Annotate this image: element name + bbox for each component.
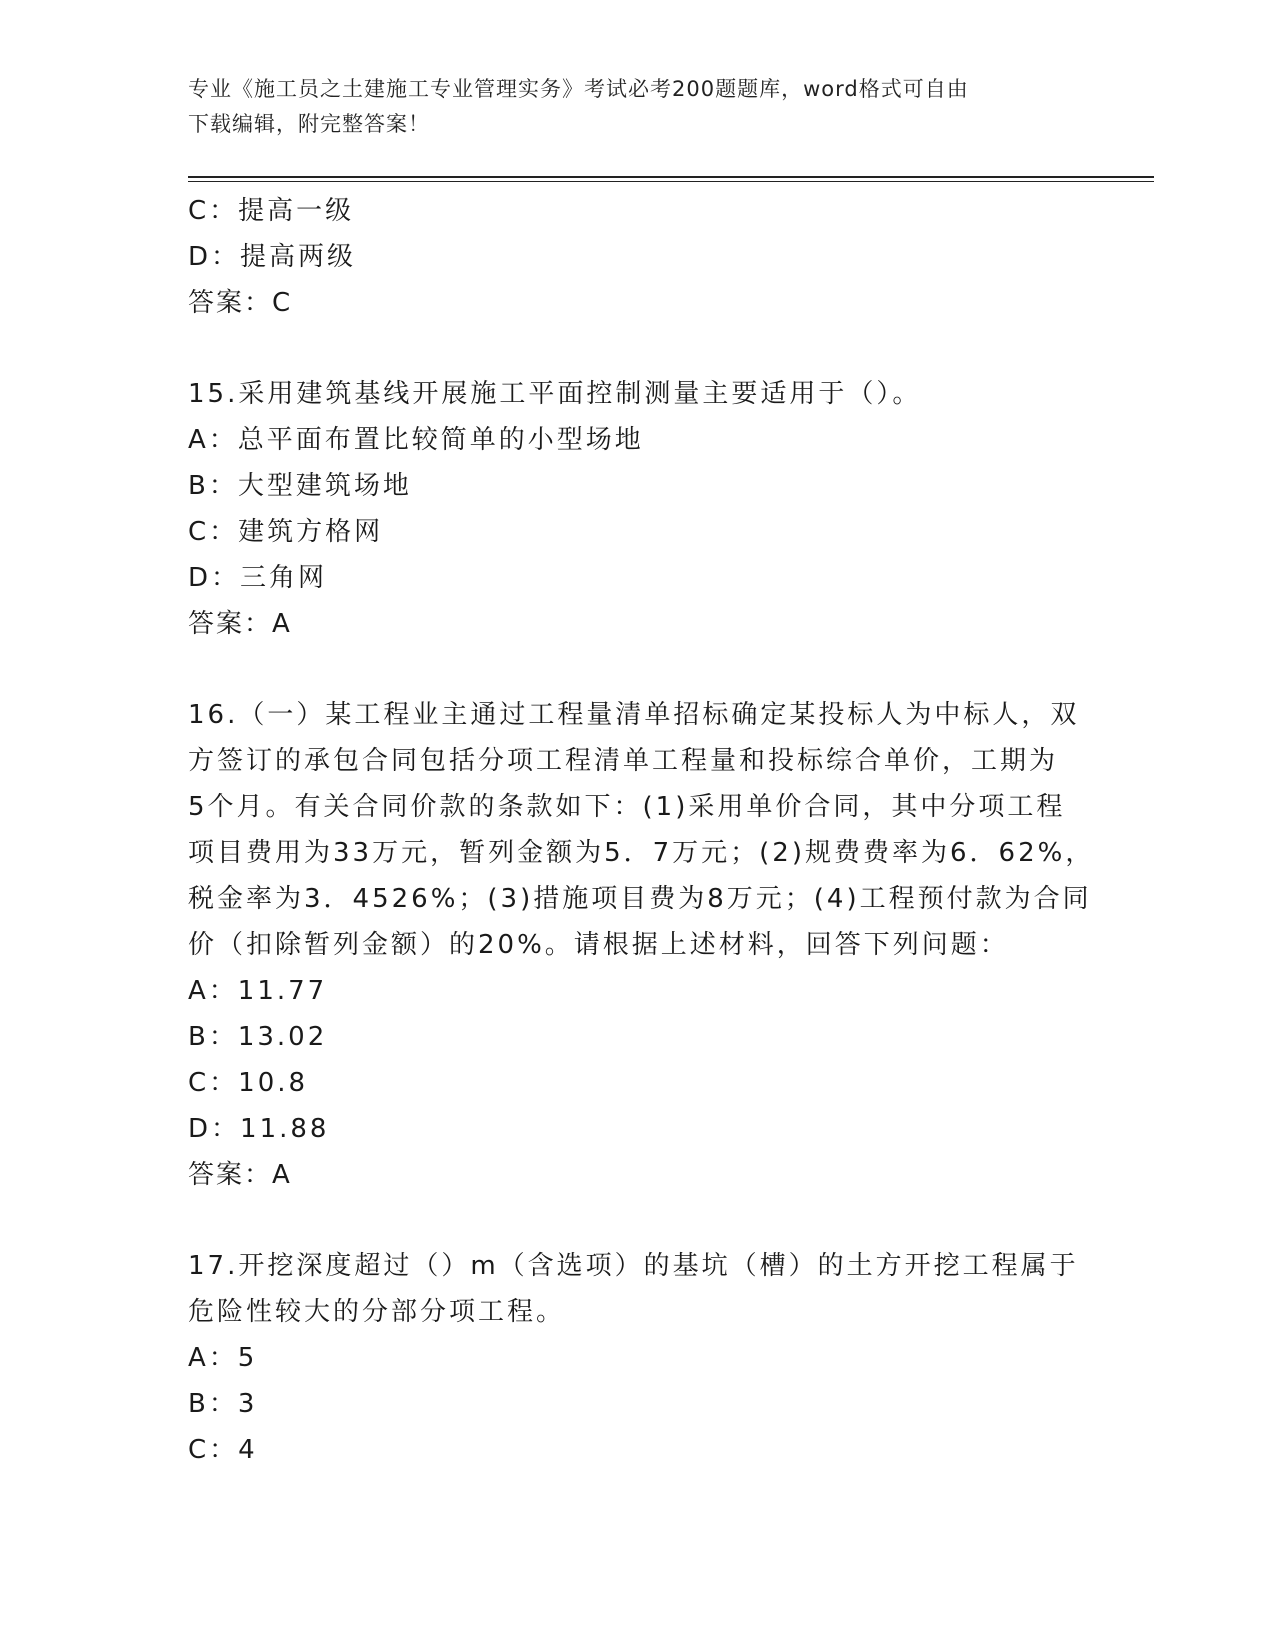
question-line: 方签订的承包合同包括分项工程清单工程量和投标综合单价，工期为	[188, 746, 1059, 776]
option-c: C：10.8	[188, 1068, 309, 1098]
question-block-15	[188, 371, 1088, 647]
question-line: 价（扣除暂列金额）的20%。请根据上述材料，回答下列问题：	[188, 930, 1009, 960]
question-line: 项目费用为33万元，暂列金额为5．7万元；(2)规费费率为6．62%，	[188, 838, 1095, 868]
spacer	[188, 647, 1088, 692]
question-text	[188, 1243, 1088, 1335]
option-c: C：4	[188, 1435, 258, 1465]
spacer	[188, 326, 1088, 371]
option-d: D：三角网	[188, 563, 328, 593]
question-block-14	[188, 188, 1088, 326]
document-header	[188, 72, 1088, 142]
question-line: 税金率为3．4526%；(3)措施项目费为8万元；(4)工程预付款为合同	[188, 884, 1092, 914]
answer-line: 答案：A	[188, 609, 292, 639]
spacer	[188, 1198, 1088, 1243]
header-line-1: 专业《施工员之土建施工专业管理实务》考试必考200题题库，word格式可自由	[188, 77, 969, 101]
option-d: D：11.88	[188, 1114, 330, 1144]
option-a: A：11.77	[188, 976, 328, 1006]
question-line: 15.采用建筑基线开展施工平面控制测量主要适用于（）。	[188, 379, 922, 409]
question-block-17	[188, 1243, 1088, 1473]
option-b: B：3	[188, 1389, 258, 1419]
header-line-2: 下载编辑，附完整答案！	[188, 112, 430, 136]
option-d: D：提高两级	[188, 242, 357, 272]
question-line: 危险性较大的分部分项工程。	[188, 1297, 566, 1327]
question-line: 17.开挖深度超过（）m（含选项）的基坑（槽）的土方开挖工程属于	[188, 1251, 1079, 1281]
option-c: C：建筑方格网	[188, 517, 384, 547]
question-line: 5个月。有关合同价款的条款如下：(1)采用单价合同，其中分项工程	[188, 792, 1066, 822]
header-divider-thin	[188, 181, 1154, 182]
question-block-16	[188, 692, 1095, 1198]
option-a: A：5	[188, 1343, 258, 1373]
question-line: 16.（一）某工程业主通过工程量清单招标确定某投标人为中标人，双	[188, 700, 1080, 730]
question-text	[188, 692, 1095, 968]
option-b: B：13.02	[188, 1022, 328, 1052]
option-b: B：大型建筑场地	[188, 471, 412, 501]
question-content	[188, 188, 1095, 1473]
question-text	[188, 371, 1088, 417]
option-c: C：提高一级	[188, 196, 355, 226]
answer-line: 答案：C	[188, 288, 293, 318]
option-a: A：总平面布置比较简单的小型场地	[188, 425, 644, 455]
answer-line: 答案：A	[188, 1160, 292, 1190]
header-divider-thick	[188, 176, 1154, 178]
